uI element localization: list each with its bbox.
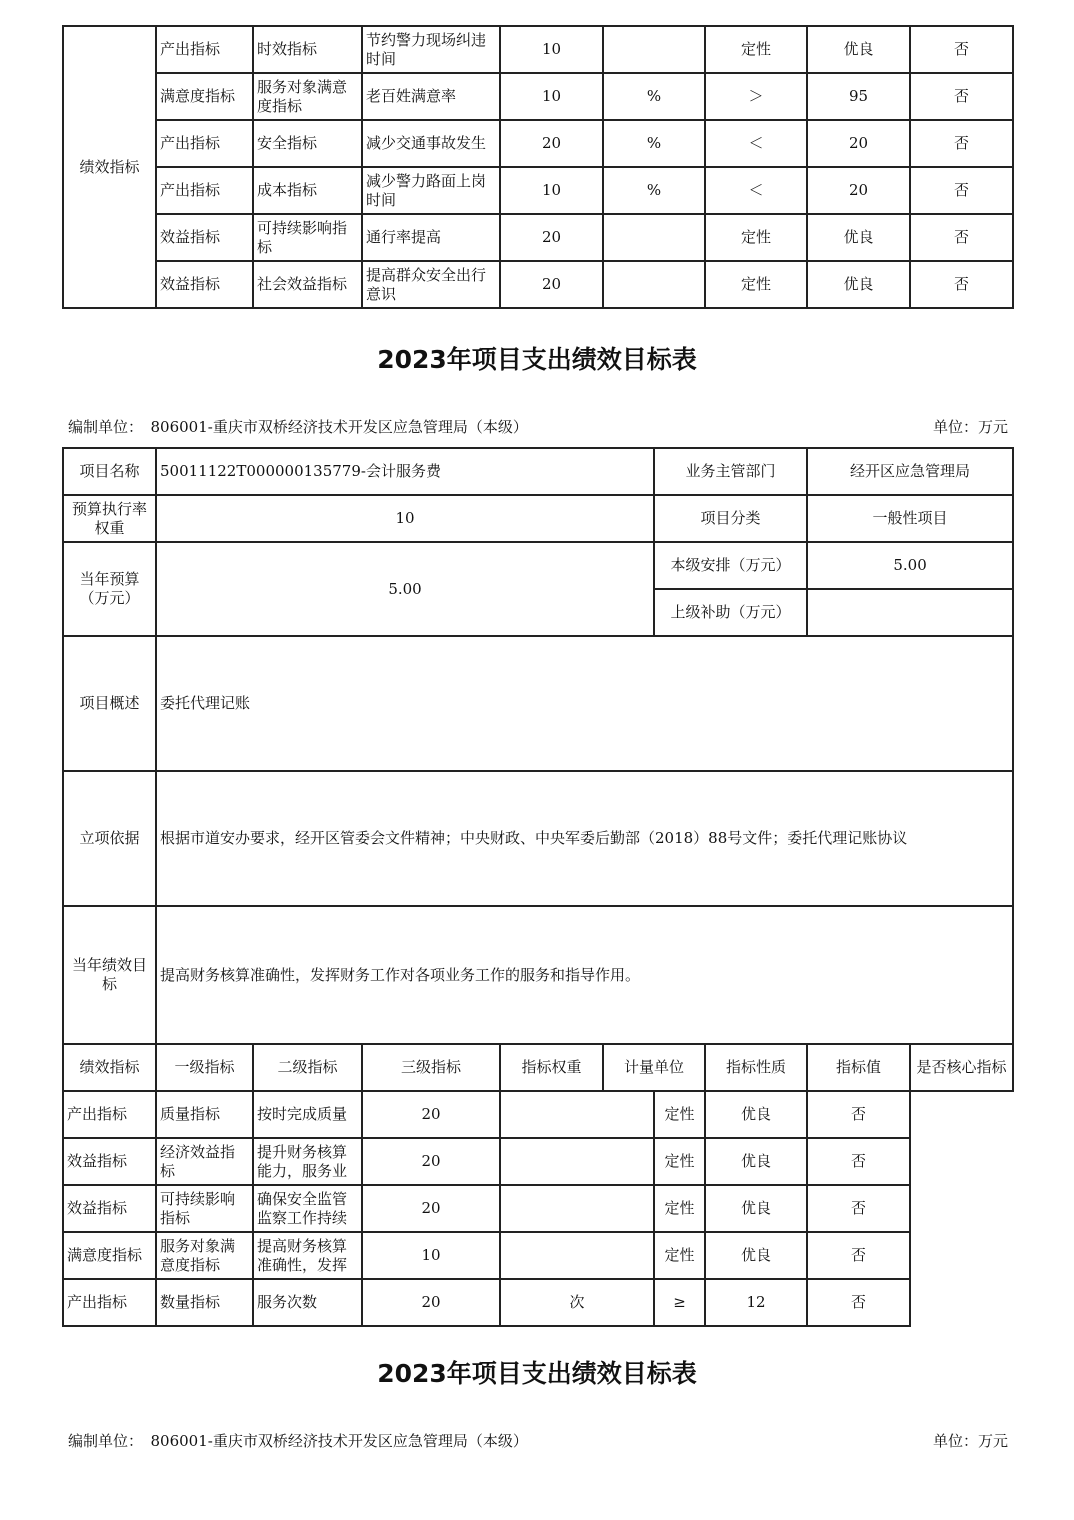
cell-l3 [253, 1279, 362, 1326]
cell-text: 20 [421, 1152, 441, 1170]
header-cell: 一级指标 [156, 1044, 253, 1091]
cell-l1 [63, 1138, 156, 1185]
cell-core [807, 1138, 910, 1185]
table-row [63, 73, 1013, 120]
cell-text: 按时完成质量 [257, 1105, 348, 1123]
exec-rate-value: 10 [156, 495, 654, 542]
indicator-group-label: 绩效指标 [63, 1044, 156, 1091]
cell-l2 [156, 1091, 253, 1138]
cell-text: 否 [851, 1199, 867, 1217]
cell-text: 效益指标 [67, 1199, 128, 1217]
cell-core: 否 [910, 26, 1013, 73]
cell-weight: 10 [500, 26, 603, 73]
cell-l2: 社会效益指标 [253, 261, 362, 308]
cell-text: 优良 [741, 1246, 772, 1264]
cell-l3: 减少警力路面上岗时间 [362, 167, 500, 214]
cell-nature [654, 1138, 705, 1185]
cell-nature: 定性 [705, 214, 807, 261]
cell-nature: ＜ [705, 167, 807, 214]
cell-text: 满意度指标 [67, 1246, 143, 1264]
unit-line-2 [68, 1430, 1008, 1451]
cell-value: 20 [807, 120, 910, 167]
basis-value: 根据市道安办要求，经开区管委会文件精神；中央财政、中央军委后勤部（2018）88号文件；委托代理记账协议 [156, 771, 1013, 906]
table-row [63, 214, 1013, 261]
page-title-2: 2023年项目支出绩效目标表 [377, 1359, 697, 1388]
table-row [63, 1138, 1013, 1185]
cell-nature [654, 1185, 705, 1232]
cell-l3 [253, 1232, 362, 1279]
cell-value [705, 1185, 807, 1232]
cell-text: 20 [421, 1105, 441, 1123]
cell-text: 提升财务核算能力，服务业 [257, 1142, 348, 1180]
cell-text: ≥ [673, 1293, 686, 1311]
cell-unit: % [603, 120, 705, 167]
cell-value [705, 1232, 807, 1279]
cell-l2: 服务对象满意度指标 [253, 73, 362, 120]
budget-label: 当年预算（万元） [63, 542, 156, 636]
table-row [63, 26, 1013, 73]
goal-label: 当年绩效目标 [63, 906, 156, 1044]
cell-text: 可持续影响指标 [160, 1189, 236, 1227]
cell-l3: 老百姓满意率 [362, 73, 500, 120]
cell-l3: 减少交通事故发生 [362, 120, 500, 167]
overview-value: 委托代理记账 [156, 636, 1013, 771]
cell-text: 服务对象满意度指标 [160, 1236, 236, 1274]
upper-value [807, 589, 1013, 636]
cell-value [705, 1091, 807, 1138]
cell-unit [500, 1185, 654, 1232]
upper-label: 上级补助（万元） [654, 589, 807, 636]
cell-nature [654, 1232, 705, 1279]
cell-weight [362, 1279, 500, 1326]
cell-core: 否 [910, 214, 1013, 261]
cell-l2 [156, 1138, 253, 1185]
cell-text: 定性 [664, 1105, 695, 1123]
cell-text: 经济效益指标 [160, 1142, 236, 1180]
cell-weight: 20 [500, 261, 603, 308]
cell-text: 产出指标 [67, 1105, 128, 1123]
cell-nature: ＜ [705, 120, 807, 167]
cell-l2: 可持续影响指标 [253, 214, 362, 261]
cell-l1 [63, 1279, 156, 1326]
org-label: 编制单位： 806001-重庆市双桥经济技术开发区应急管理局（本级） [68, 418, 528, 436]
cell-nature [654, 1279, 705, 1326]
cell-l3 [253, 1091, 362, 1138]
cell-text: 否 [851, 1246, 867, 1264]
cell-core: 否 [910, 73, 1013, 120]
cell-text: 服务次数 [257, 1293, 318, 1311]
cell-text: 否 [851, 1152, 867, 1170]
cell-l1 [63, 1232, 156, 1279]
cell-value [705, 1138, 807, 1185]
table-row [63, 120, 1013, 167]
cell-unit [603, 214, 705, 261]
cell-nature [654, 1091, 705, 1138]
cell-core: 否 [910, 120, 1013, 167]
cell-unit: % [603, 167, 705, 214]
cell-text: 优良 [741, 1152, 772, 1170]
cell-weight [362, 1232, 500, 1279]
cell-l1 [63, 1091, 156, 1138]
cell-l2: 成本指标 [253, 167, 362, 214]
project-name: 50011122T000000135779-会计服务费 [156, 448, 654, 495]
dept-value: 经开区应急管理局 [807, 448, 1013, 495]
table-row [63, 1232, 1013, 1279]
header-cell: 是否核心指标 [910, 1044, 1013, 1091]
cell-text: 10 [421, 1246, 441, 1264]
cell-text: 提高财务核算准确性，发挥 [257, 1236, 348, 1274]
table-row [63, 261, 1013, 308]
cell-value: 优良 [807, 26, 910, 73]
local-label: 本级安排（万元） [654, 542, 807, 589]
cell-value: 95 [807, 73, 910, 120]
cell-unit: % [603, 73, 705, 120]
header-cell: 指标值 [807, 1044, 910, 1091]
project-table [62, 447, 1014, 1327]
header-cell: 指标权重 [500, 1044, 603, 1091]
cell-l3 [253, 1138, 362, 1185]
cell-weight: 10 [500, 73, 603, 120]
cell-weight: 20 [500, 214, 603, 261]
cell-weight [362, 1185, 500, 1232]
overview-label: 项目概述 [63, 636, 156, 771]
cell-text: 12 [746, 1293, 766, 1311]
cell-text: 定性 [664, 1199, 695, 1217]
table-continuation [62, 25, 1014, 309]
cell-value: 优良 [807, 261, 910, 308]
cell-l1: 效益指标 [156, 214, 253, 261]
cell-nature: 定性 [705, 261, 807, 308]
basis-label: 立项依据 [63, 771, 156, 906]
category-label: 项目分类 [654, 495, 807, 542]
cell-l1: 效益指标 [156, 261, 253, 308]
cell-value [705, 1279, 807, 1326]
cell-weight [362, 1091, 500, 1138]
cell-text: 定性 [664, 1246, 695, 1264]
cell-weight: 10 [500, 167, 603, 214]
cell-core: 否 [910, 167, 1013, 214]
cell-unit [603, 261, 705, 308]
cell-nature: ＞ [705, 73, 807, 120]
cell-l2 [156, 1279, 253, 1326]
cell-value: 优良 [807, 214, 910, 261]
cell-l1: 产出指标 [156, 26, 253, 73]
table-row [63, 1185, 1013, 1232]
page-title: 2023年项目支出绩效目标表 [377, 345, 697, 374]
cell-unit [500, 1091, 654, 1138]
exec-rate-label: 预算执行率权重 [63, 495, 156, 542]
cell-core [807, 1091, 910, 1138]
cell-core [807, 1232, 910, 1279]
cell-core: 否 [910, 261, 1013, 308]
indicator-group-label: 绩效指标 [63, 26, 156, 308]
cell-text: 确保安全监管监察工作持续 [257, 1189, 348, 1227]
local-value: 5.00 [807, 542, 1013, 589]
cell-text: 20 [421, 1293, 441, 1311]
cell-text: 20 [421, 1199, 441, 1217]
org-label: 编制单位： 806001-重庆市双桥经济技术开发区应急管理局（本级） [68, 1432, 528, 1450]
cell-l2: 安全指标 [253, 120, 362, 167]
header-cell: 计量单位 [603, 1044, 705, 1091]
cell-l1: 产出指标 [156, 120, 253, 167]
cell-nature: 定性 [705, 26, 807, 73]
cell-l3: 节约警力现场纠违时间 [362, 26, 500, 73]
cell-l3 [253, 1185, 362, 1232]
cell-text: 否 [851, 1293, 867, 1311]
dept-label: 业务主管部门 [654, 448, 807, 495]
cell-l1: 产出指标 [156, 167, 253, 214]
cell-l1: 满意度指标 [156, 73, 253, 120]
goal-value: 提高财务核算准确性，发挥财务工作对各项业务工作的服务和指导作用。 [156, 906, 1013, 1044]
cell-core [807, 1185, 910, 1232]
cell-unit [603, 26, 705, 73]
cell-text: 优良 [741, 1105, 772, 1123]
project-name-label: 项目名称 [63, 448, 156, 495]
cell-text: 次 [569, 1293, 585, 1311]
unit-line [68, 416, 1008, 437]
cell-unit [500, 1138, 654, 1185]
cell-text: 否 [851, 1105, 867, 1123]
cell-text: 效益指标 [67, 1152, 128, 1170]
unit-label: 单位：万元 [932, 418, 1008, 436]
table-row [63, 167, 1013, 214]
header-cell: 三级指标 [362, 1044, 500, 1091]
cell-text: 产出指标 [67, 1293, 128, 1311]
cell-l2: 时效指标 [253, 26, 362, 73]
cell-l2 [156, 1232, 253, 1279]
cell-weight: 20 [500, 120, 603, 167]
category-value: 一般性项目 [807, 495, 1013, 542]
cell-weight [362, 1138, 500, 1185]
cell-l3: 通行率提高 [362, 214, 500, 261]
cell-unit [500, 1232, 654, 1279]
header-cell: 指标性质 [705, 1044, 807, 1091]
table-row [63, 1279, 1013, 1326]
cell-text: 优良 [741, 1199, 772, 1217]
cell-l1 [63, 1185, 156, 1232]
header-cell: 二级指标 [253, 1044, 362, 1091]
cell-l3: 提高群众安全出行意识 [362, 261, 500, 308]
cell-l2 [156, 1185, 253, 1232]
cell-text: 定性 [664, 1152, 695, 1170]
cell-text: 质量指标 [160, 1105, 221, 1123]
cell-value: 20 [807, 167, 910, 214]
cell-unit [500, 1279, 654, 1326]
unit-label: 单位：万元 [932, 1432, 1008, 1450]
table-row [63, 1091, 1013, 1138]
cell-core [807, 1279, 910, 1326]
budget-value: 5.00 [156, 542, 654, 636]
cell-text: 数量指标 [160, 1293, 221, 1311]
